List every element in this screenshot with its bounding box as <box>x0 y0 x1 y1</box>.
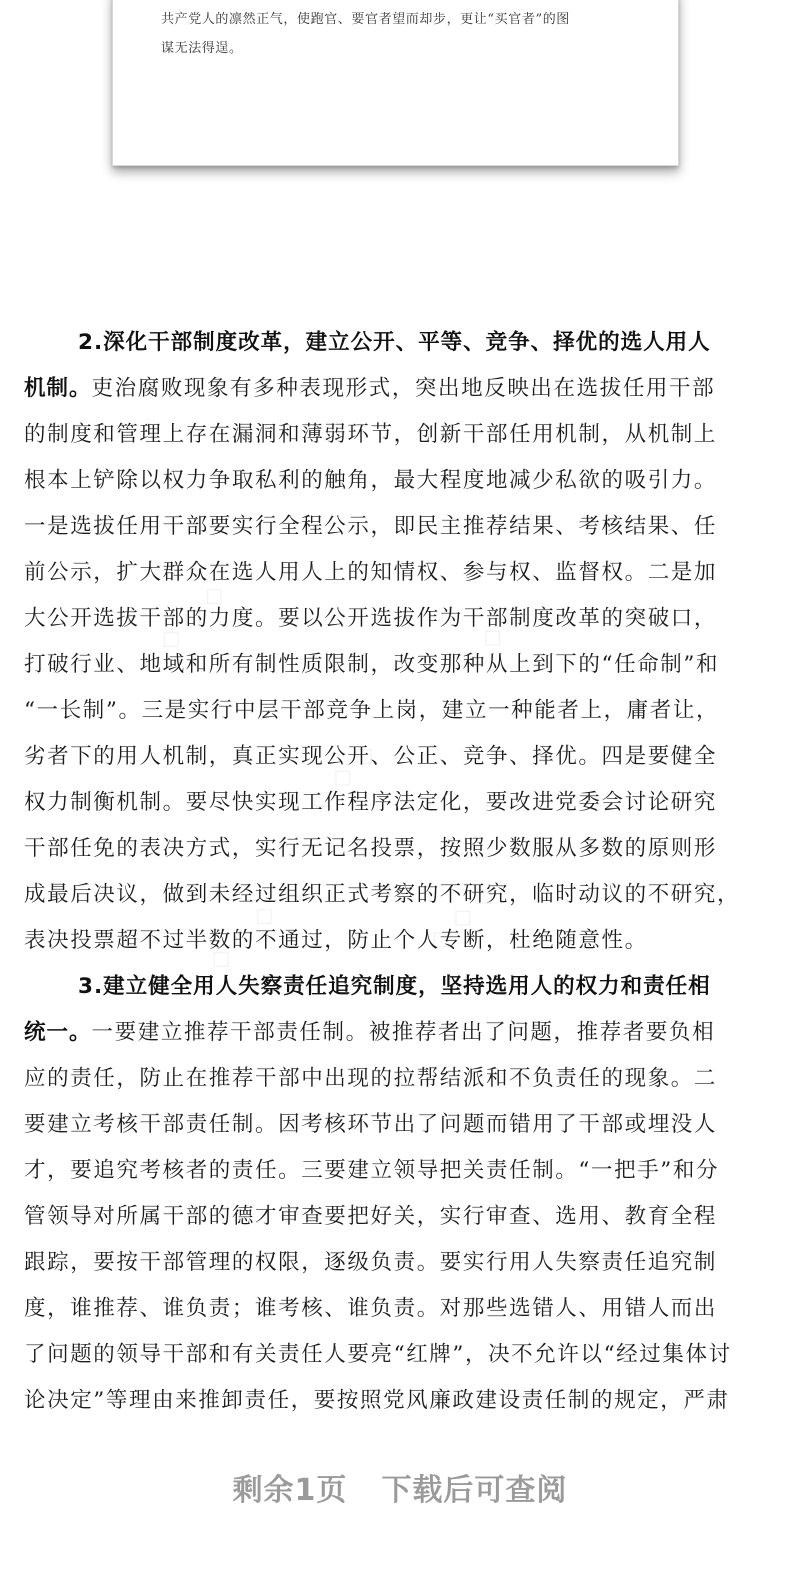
section2-line: “一长制”。三是实行中层干部竞争上岗，建立一种能者上，庸者让， <box>24 698 720 723</box>
section3-line: 跟踪，要按干部管理的权限，逐级负责。要实行用人失察责任追究制 <box>24 1250 718 1275</box>
section2-line: 前公示，扩大群众在选人用人上的知情权、参与权、监督权。二是加 <box>24 560 718 585</box>
section2-line: 打破行业、地域和所有制性质限制，改变那种从上到下的“任命制”和 <box>24 652 720 677</box>
preview-line: 共产党人的凛然正气，使跑官、要官者望而却步，更让“买官者”的图 <box>161 12 570 27</box>
section2-line <box>24 366 715 412</box>
preview-card <box>112 0 679 166</box>
section2-line: 权力制衡机制。要尽快实现工作程序法定化，要改进党委会讨论研究 <box>24 790 718 815</box>
section2-line: 的制度和管理上存在漏洞和薄弱环节，创新干部任用机制，从机制上 <box>24 422 718 447</box>
section3-line: 才，要追究考核者的责任。三要建立领导把关责任制。“一把手”和分 <box>24 1158 720 1183</box>
section2-line: 干部任免的表决方式，实行无记名投票，按照少数服从多数的原则形 <box>24 836 718 861</box>
section2-heading: 2.深化干部制度改革，建立公开、平等、竞争、择优的选人用人 <box>78 330 711 355</box>
section2-text: 吏治腐败现象有多种表现形式，突出地反映出在选拔任用干部 <box>91 376 716 401</box>
section3-heading-cont: 统一。 <box>24 1020 92 1045</box>
preview-text <box>161 5 641 63</box>
section3-heading: 3.建立健全用人失察责任追究制度，坚持选用人的权力和责任相 <box>78 974 711 999</box>
section3-line: 论决定”等理由来推卸责任，要按照党风廉政建设责任制的规定，严肃 <box>24 1388 730 1413</box>
section3-line: 管领导对所属干部的德才审查要把好关，实行审查、选用、教育全程 <box>24 1204 718 1229</box>
remaining-pages-label: 剩余1页 <box>232 1473 348 1508</box>
section2-line: 成最后决议，做到未经过组织正式考察的不研究，临时动议的不研究， <box>24 882 741 907</box>
section2-heading-cont: 机制。 <box>24 376 92 401</box>
section3-line: 应的责任，防止在推荐干部中出现的拉帮结派和不负责任的现象。二 <box>24 1066 718 1091</box>
section3-line: 要建立考核干部责任制。因考核环节出了问题而错用了干部或埋没人 <box>24 1112 718 1137</box>
section3-text: 一要建立推荐干部责任制。被推荐者出了问题，推荐者要负相 <box>91 1020 716 1045</box>
download-to-view-label[interactable]: 下载后可查阅 <box>381 1473 568 1508</box>
section3-line: 度，谁推荐、谁负责；谁考核、谁负责。对那些选错人、用错人而出 <box>24 1296 718 1321</box>
section2-line: 根本上铲除以权力争取私利的触角，最大程度地减少私欲的吸引力。 <box>24 468 718 493</box>
section3-line <box>24 1010 715 1056</box>
section3-line: 了问题的领导干部和有关责任人要亮“红牌”，决不允许以“经过集体讨 <box>24 1342 732 1367</box>
section2-line: 劣者下的用人机制，真正实现公开、公正、竞争、择优。四是要健全 <box>24 744 718 769</box>
remaining-pages-banner[interactable] <box>0 1465 800 1509</box>
section2-line: 表决投票超不过半数的不通过，防止个人专断，杜绝随意性。 <box>24 928 648 953</box>
preview-line: 谋无法得逞。 <box>161 41 243 56</box>
section2-line: 大公开选拔干部的力度。要以公开选拔作为干部制度改革的突破口， <box>24 606 718 631</box>
section2-line: 一是选拔任用干部要实行全程公示，即民主推荐结果、考核结果、任 <box>24 514 718 539</box>
